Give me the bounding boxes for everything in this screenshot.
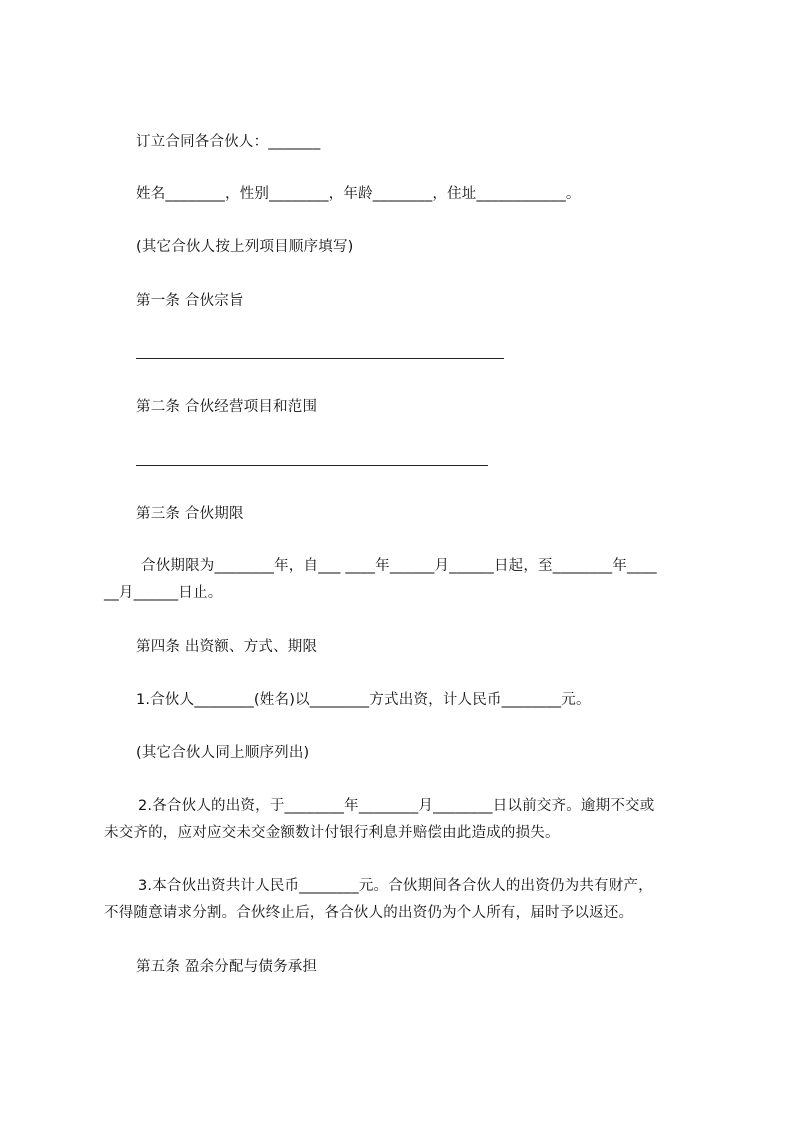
contribution-clause-3-line-1: 3.本合伙出资共计人民币________元。合伙期间各合伙人的出资仍为共有财产，	[138, 878, 653, 894]
article-2-heading: 第二条 合伙经营项目和范围	[136, 399, 318, 415]
partnership-term-line-1: 合伙期限为________年，自___ ____年______月______日起，至________年____	[141, 558, 657, 574]
article-1-blank-line	[136, 358, 504, 359]
article-1-heading: 第一条 合伙宗旨	[136, 293, 244, 309]
contribution-clause-2-line-2: 未交齐的，应对应交未交金额数计付银行利息并赔偿由此造成的损失。	[104, 825, 560, 841]
fill-instruction-note: (其它合伙人按上列项目顺序填写)	[136, 239, 354, 255]
contribution-clause-3-line-2: 不得随意请求分割。合伙终止后，各合伙人的出资仍为个人所有，届时予以返还。	[104, 905, 634, 921]
partnership-term-line-2: __月______日止。	[104, 585, 223, 601]
other-partners-note: (其它合伙人同上顺序列出)	[136, 745, 310, 761]
article-4-heading: 第四条 出资额、方式、期限	[136, 639, 318, 655]
article-3-heading: 第三条 合伙期限	[136, 506, 244, 522]
contribution-clause-1: 1.合伙人________(姓名)以________方式出资，计人民币________元。	[136, 692, 591, 708]
signatories-line: 订立合同各合伙人：_______	[136, 134, 321, 150]
article-5-heading: 第五条 盈余分配与债务承担	[136, 959, 318, 975]
contribution-clause-2-line-1: 2.各合伙人的出资，于________年________月________日以前交齐。逾期不交或	[138, 798, 655, 814]
partner-info-line: 姓名________，性别________，年龄________，住址____________。	[136, 186, 581, 202]
article-2-blank-line	[136, 465, 488, 466]
